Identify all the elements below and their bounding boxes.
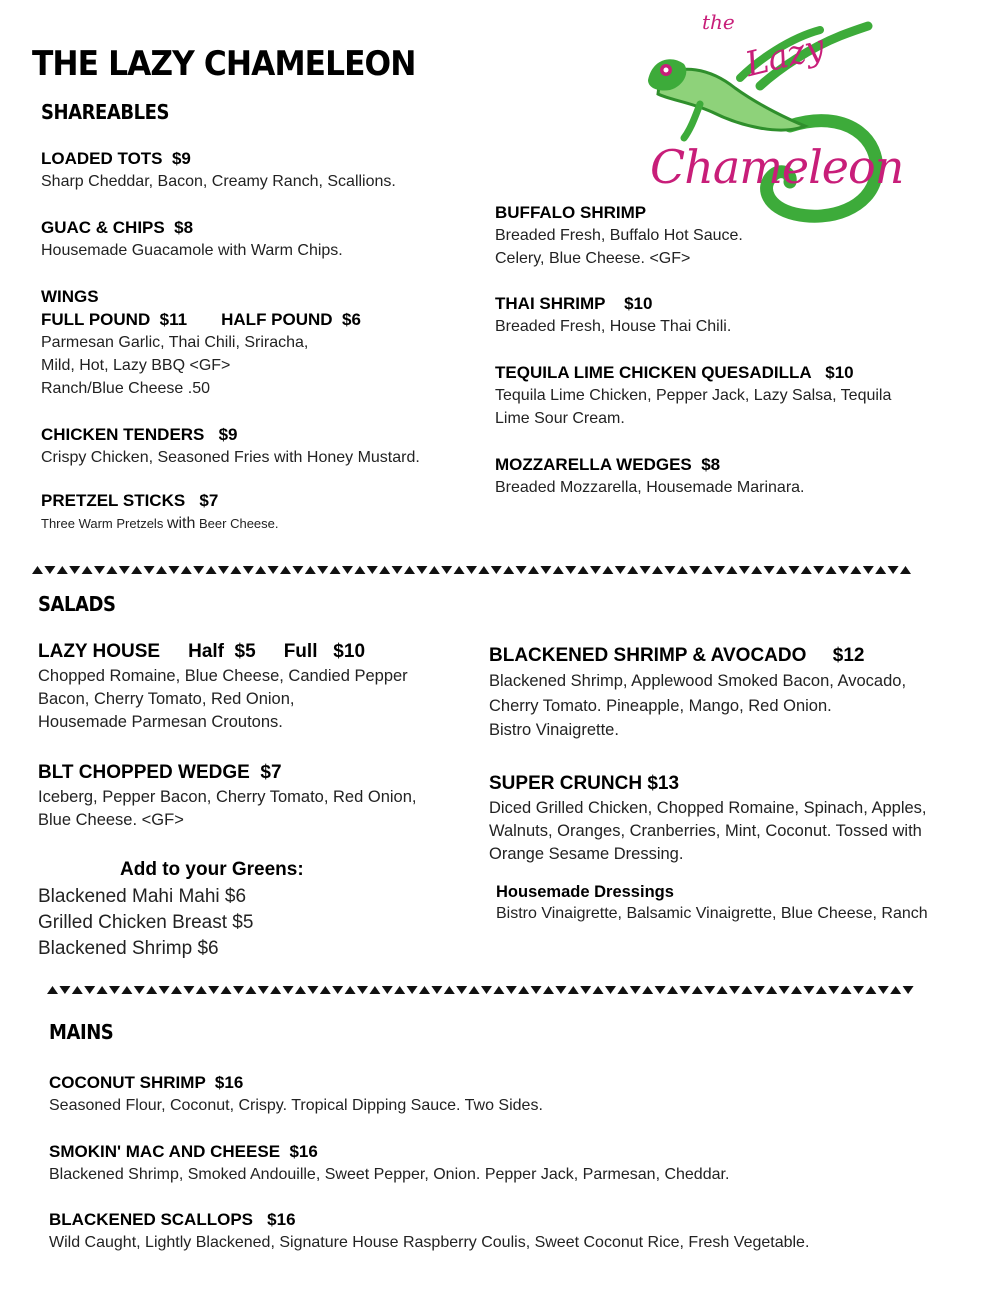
triangle-up-icon [171, 986, 182, 994]
item-quesadilla [495, 361, 891, 430]
triangle-down-icon [317, 566, 328, 574]
triangle-down-icon [739, 566, 750, 574]
triangle-down-icon [853, 986, 864, 994]
triangle-up-icon [543, 986, 554, 994]
item-name: BLT CHOPPED WEDGE $7 [38, 762, 282, 783]
addons-title: Add to your Greens: [120, 859, 304, 880]
dressings-list: Bistro Vinaigrette, Balsamic Vinaigrette, Blue Cheese, Ranch [496, 905, 928, 922]
triangle-down-icon [134, 986, 145, 994]
item-name: BLACKENED SCALLOPS $16 [49, 1210, 296, 1229]
triangle-down-icon [779, 986, 790, 994]
triangle-down-icon [888, 566, 899, 574]
triangle-up-icon [652, 566, 663, 574]
triangle-down-icon [84, 986, 95, 994]
triangle-down-icon [283, 986, 294, 994]
triangle-down-icon [803, 986, 814, 994]
triangle-up-icon [181, 566, 192, 574]
triangle-up-icon [478, 566, 489, 574]
triangle-down-icon [69, 566, 80, 574]
item-smokin-mac [49, 1140, 729, 1186]
triangle-up-icon [726, 566, 737, 574]
triangle-up-icon [330, 566, 341, 574]
triangle-up-icon [131, 566, 142, 574]
lazy-house-full: Full $10 [283, 641, 366, 662]
triangle-down-icon [159, 986, 170, 994]
triangle-down-icon [441, 566, 452, 574]
triangle-up-icon [642, 986, 653, 994]
triangle-down-icon [729, 986, 740, 994]
item-name: CHICKEN TENDERS $9 [41, 425, 238, 444]
triangle-up-icon [791, 986, 802, 994]
triangle-up-icon [419, 986, 430, 994]
section-heading-salads: SALADS [38, 592, 116, 616]
triangle-up-icon [865, 986, 876, 994]
triangle-up-icon [280, 566, 291, 574]
item-name: PRETZEL STICKS $7 [41, 491, 219, 510]
triangle-down-icon [540, 566, 551, 574]
triangle-down-icon [863, 566, 874, 574]
triangle-down-icon [491, 566, 502, 574]
triangle-up-icon [404, 566, 415, 574]
triangle-down-icon [531, 986, 542, 994]
triangle-down-icon [630, 986, 641, 994]
triangle-up-icon [156, 566, 167, 574]
triangle-down-icon [243, 566, 254, 574]
triangle-down-icon [506, 986, 517, 994]
item-description: Iceberg, Pepper Bacon, Cherry Tomato, Red Onion, Blue Cheese. <GF> [38, 788, 417, 829]
triangle-down-icon [878, 986, 889, 994]
triangle-up-icon [766, 986, 777, 994]
item-chicken-tenders [41, 423, 420, 469]
triangle-up-icon [230, 566, 241, 574]
logo-the: the [702, 10, 735, 34]
triangle-down-icon [565, 566, 576, 574]
triangle-up-icon [379, 566, 390, 574]
triangle-up-icon [146, 986, 157, 994]
triangle-up-icon [354, 566, 365, 574]
triangle-up-icon [875, 566, 886, 574]
triangle-down-icon [828, 986, 839, 994]
item-blt-chopped-wedge [38, 760, 417, 832]
triangle-up-icon [593, 986, 604, 994]
wings-half-pound: HALF POUND $6 [221, 310, 361, 329]
triangle-down-icon [44, 566, 55, 574]
triangle-up-icon [841, 986, 852, 994]
item-name: SUPER CRUNCH $13 [489, 773, 680, 794]
triangle-up-icon [121, 986, 132, 994]
triangle-down-icon [59, 986, 70, 994]
triangle-down-icon [689, 566, 700, 574]
item-blackened-shrimp-avocado [489, 643, 906, 743]
item-description: Breaded Mozzarella, Housemade Marinara. [495, 479, 805, 496]
triangle-down-icon [168, 566, 179, 574]
triangle-up-icon [47, 986, 58, 994]
triangle-down-icon [605, 986, 616, 994]
triangle-up-icon [469, 986, 480, 994]
triangle-up-icon [255, 566, 266, 574]
triangle-down-icon [94, 566, 105, 574]
item-name: LAZY HOUSE [38, 641, 161, 662]
triangle-down-icon [367, 566, 378, 574]
triangle-up-icon [295, 986, 306, 994]
triangle-down-icon [838, 566, 849, 574]
lazy-house-half: Half $5 [188, 641, 256, 662]
triangle-up-icon [429, 566, 440, 574]
item-description: Sharp Cheddar, Bacon, Creamy Ranch, Scallions. [41, 173, 396, 190]
pretzel-desc-c: Beer Cheese. [195, 516, 279, 531]
triangle-down-icon [332, 986, 343, 994]
item-loaded-tots [41, 147, 396, 193]
triangle-down-icon [615, 566, 626, 574]
triangle-down-icon [714, 566, 725, 574]
triangle-up-icon [751, 566, 762, 574]
triangle-up-icon [493, 986, 504, 994]
housemade-dressings [496, 883, 928, 925]
item-name: COCONUT SHRIMP $16 [49, 1073, 244, 1092]
triangle-up-icon [369, 986, 380, 994]
item-description: Diced Grilled Chicken, Chopped Romaine, Spinach, Apples, Walnuts, Oranges, Cranberries, Mint, Coconut. Tossed with Orange Sesame Dressing. [489, 799, 927, 863]
triangle-up-icon [72, 986, 83, 994]
triangle-up-icon [305, 566, 316, 574]
item-name: BUFFALO SHRIMP [495, 203, 647, 222]
triangle-down-icon [813, 566, 824, 574]
wings-full-pound: FULL POUND $11 [41, 310, 188, 329]
addons-list [38, 884, 253, 962]
triangle-up-icon [320, 986, 331, 994]
menu-title: THE LAZY CHAMELEON [32, 44, 416, 84]
triangle-down-icon [307, 986, 318, 994]
triangle-down-icon [655, 986, 666, 994]
triangle-down-icon [119, 566, 130, 574]
triangle-down-icon [764, 566, 775, 574]
triangle-down-icon [109, 986, 120, 994]
triangle-up-icon [667, 986, 678, 994]
triangle-up-icon [444, 986, 455, 994]
triangle-up-icon [82, 566, 93, 574]
triangle-down-icon [218, 566, 229, 574]
item-description: Housemade Guacamole with Warm Chips. [41, 242, 343, 259]
triangle-up-icon [602, 566, 613, 574]
triangle-down-icon [258, 986, 269, 994]
item-thai-shrimp [495, 292, 731, 338]
triangle-up-icon [57, 566, 68, 574]
triangle-up-icon [627, 566, 638, 574]
triangle-up-icon [801, 566, 812, 574]
triangle-up-icon [826, 566, 837, 574]
logo-lazy: Lazy [741, 26, 829, 86]
triangle-up-icon [702, 566, 713, 574]
item-blackened-scallops [49, 1208, 809, 1254]
item-guac-chips [41, 216, 343, 262]
triangle-up-icon [717, 986, 728, 994]
item-description: Seasoned Flour, Coconut, Crispy. Tropical Dipping Sauce. Two Sides. [49, 1097, 543, 1114]
section-heading-shareables: SHAREABLES [41, 100, 169, 124]
triangle-up-icon [553, 566, 564, 574]
item-super-crunch [489, 771, 927, 866]
triangle-up-icon [345, 986, 356, 994]
triangle-up-icon [518, 986, 529, 994]
item-name: SMOKIN' MAC AND CHEESE $16 [49, 1142, 318, 1161]
triangle-down-icon [431, 986, 442, 994]
dressings-title: Housemade Dressings [496, 883, 674, 901]
item-description: Wild Caught, Lightly Blackened, Signature House Raspberry Coulis, Sweet Coconut Rice, Fresh Vegetable. [49, 1234, 810, 1251]
triangle-down-icon [516, 566, 527, 574]
triangle-up-icon [206, 566, 217, 574]
addon-item: Blackened Mahi Mahi $6 [38, 886, 247, 907]
triangle-up-icon [568, 986, 579, 994]
triangle-down-icon [392, 566, 403, 574]
triangle-up-icon [221, 986, 232, 994]
item-name: MOZZARELLA WEDGES $8 [495, 455, 721, 474]
triangle-up-icon [245, 986, 256, 994]
triangle-up-icon [677, 566, 688, 574]
triangle-down-icon [357, 986, 368, 994]
addon-item: Blackened Shrimp $6 [38, 938, 219, 959]
item-description: Breaded Fresh, House Thai Chili. [495, 318, 732, 335]
triangle-down-icon [704, 986, 715, 994]
triangle-up-icon [816, 986, 827, 994]
triangle-up-icon [528, 566, 539, 574]
item-name: LOADED TOTS $9 [41, 149, 191, 168]
item-description: Crispy Chicken, Seasoned Fries with Honey Mustard. [41, 449, 420, 466]
triangle-down-icon [407, 986, 418, 994]
triangle-up-icon [32, 566, 43, 574]
triangle-up-icon [776, 566, 787, 574]
triangle-down-icon [193, 566, 204, 574]
triangle-down-icon [456, 986, 467, 994]
triangle-down-icon [580, 986, 591, 994]
triangle-down-icon [640, 566, 651, 574]
pretzel-desc-b: with [166, 515, 196, 532]
item-buffalo-shrimp [495, 201, 743, 270]
item-name: BLACKENED SHRIMP & AVOCADO $12 [489, 645, 865, 666]
wings-sizes [41, 308, 361, 331]
triangle-down-icon [754, 986, 765, 994]
divider-zigzag-2 [47, 985, 922, 995]
triangle-down-icon [664, 566, 675, 574]
triangle-up-icon [454, 566, 465, 574]
triangle-down-icon [233, 986, 244, 994]
item-description: Blackened Shrimp, Applewood Smoked Bacon, Avocado, Cherry Tomato. Pineapple, Mango, Red Onion. Bistro Vinaigrette. [489, 672, 907, 739]
triangle-up-icon [270, 986, 281, 994]
item-lazy-house [38, 639, 408, 734]
triangle-down-icon [268, 566, 279, 574]
logo [640, 8, 904, 223]
triangle-up-icon [503, 566, 514, 574]
item-description: Breaded Fresh, Buffalo Hot Sauce. Celery, Blue Cheese. <GF> [495, 227, 743, 267]
triangle-down-icon [144, 566, 155, 574]
logo-chameleon: Chameleon [650, 140, 904, 194]
triangle-up-icon [850, 566, 861, 574]
triangle-down-icon [416, 566, 427, 574]
triangle-down-icon [903, 986, 914, 994]
triangle-down-icon [788, 566, 799, 574]
item-name: WINGS [41, 287, 99, 306]
item-name: THAI SHRIMP $10 [495, 294, 653, 313]
item-description: Chopped Romaine, Blue Cheese, Candied Pepper Bacon, Cherry Tomato, Red Onion, Housemade Parmesan Croutons. [38, 667, 408, 731]
triangle-down-icon [208, 986, 219, 994]
triangle-up-icon [692, 986, 703, 994]
item-name: TEQUILA LIME CHICKEN QUESADILLA $10 [495, 363, 854, 382]
pretzel-desc-a: Three Warm Pretzels [41, 516, 167, 531]
triangle-up-icon [196, 986, 207, 994]
item-description [41, 512, 279, 535]
triangle-up-icon [900, 566, 911, 574]
triangle-down-icon [481, 986, 492, 994]
triangle-down-icon [555, 986, 566, 994]
triangle-up-icon [578, 566, 589, 574]
item-mozzarella-wedges [495, 453, 804, 499]
item-description: Parmesan Garlic, Thai Chili, Sriracha, Mild, Hot, Lazy BBQ <GF> Ranch/Blue Cheese .50 [41, 334, 309, 397]
triangle-down-icon [342, 566, 353, 574]
triangle-up-icon [741, 986, 752, 994]
section-heading-mains: MAINS [49, 1020, 114, 1044]
triangle-up-icon [106, 566, 117, 574]
item-name: GUAC & CHIPS $8 [41, 218, 194, 237]
addon-item: Grilled Chicken Breast $5 [38, 912, 254, 933]
item-wings [41, 285, 361, 400]
triangle-down-icon [466, 566, 477, 574]
triangle-up-icon [617, 986, 628, 994]
item-coconut-shrimp [49, 1071, 543, 1117]
triangle-down-icon [292, 566, 303, 574]
triangle-down-icon [183, 986, 194, 994]
triangle-down-icon [679, 986, 690, 994]
triangle-up-icon [890, 986, 901, 994]
item-description: Tequila Lime Chicken, Pepper Jack, Lazy Salsa, Tequila Lime Sour Cream. [495, 387, 892, 427]
triangle-up-icon [97, 986, 108, 994]
item-name-row [38, 639, 408, 665]
triangle-up-icon [394, 986, 405, 994]
triangle-down-icon [590, 566, 601, 574]
divider-zigzag-1 [32, 565, 912, 575]
triangle-down-icon [382, 986, 393, 994]
item-description: Blackened Shrimp, Smoked Andouille, Sweet Pepper, Onion. Pepper Jack, Parmesan, Cheddar. [49, 1166, 730, 1183]
item-pretzel-sticks [41, 489, 279, 535]
